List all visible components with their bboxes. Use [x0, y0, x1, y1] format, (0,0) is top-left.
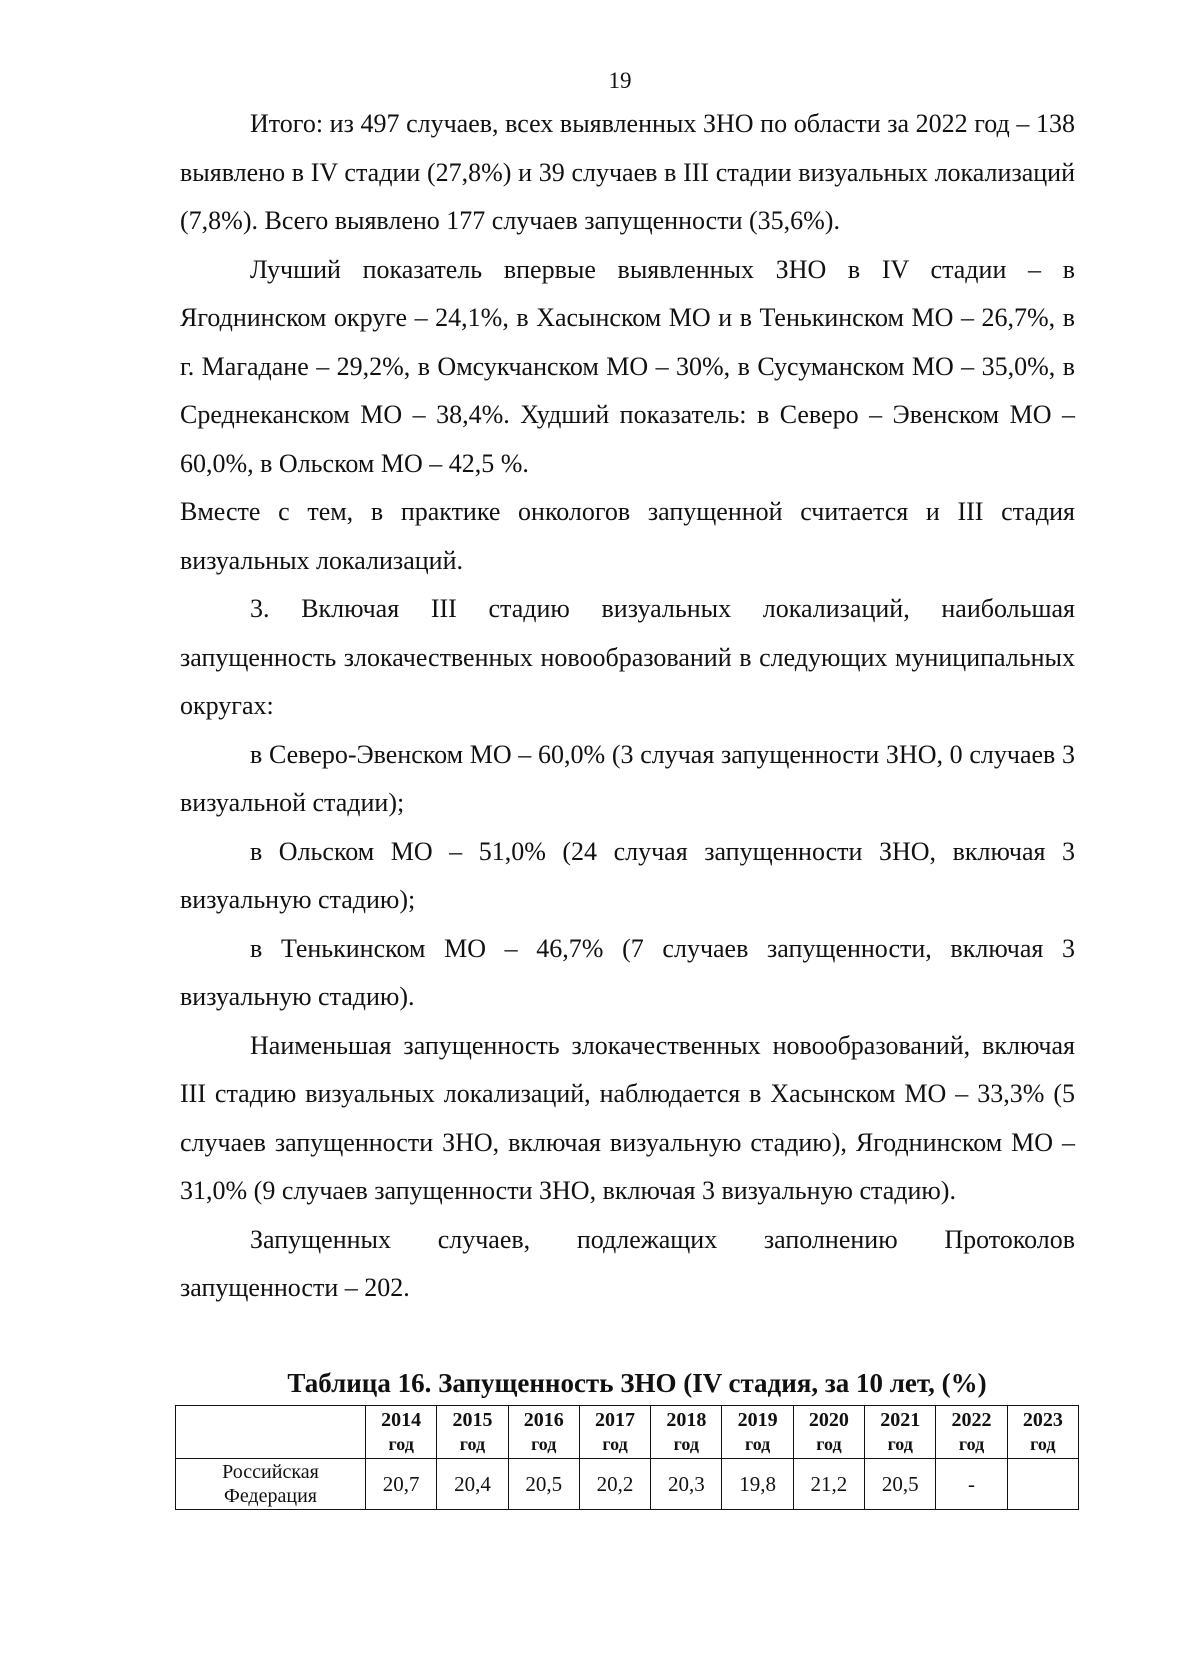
paragraph: в Тенькинском МО – 46,7% (7 случаев запущенности, включая 3 визуальную стадию). [180, 933, 1075, 1011]
body-text [180, 100, 1075, 1313]
year-label: 2015 [452, 1409, 493, 1431]
year-header-cell [1007, 1406, 1078, 1459]
year-unit-label: год [673, 1434, 699, 1454]
value-cell: 20,3 [651, 1459, 722, 1510]
value-cell: 19,8 [722, 1459, 793, 1510]
paragraph: Лучший показатель впервые выявленных ЗНО в IV стадии – в Ягоднинском округе – 24,1%, в Хасынском МО и в Тенькинском МО – 26,7%, в г. Магадане – 29,2%, в Омсукчанском МО – 30%, в Сусуманском МО – 35,0%, в Среднеканском МО – 38,4%. Худший показатель: в Северо – Эвенском МО – 60,0%, в Ольском МО – 42,5 %. [180, 254, 1075, 478]
region-cell: Российская Федерация [176, 1459, 366, 1510]
year-header-cell [936, 1406, 1007, 1459]
year-header-cell [579, 1406, 650, 1459]
year-label: 2016 [523, 1409, 564, 1431]
value-cell: - [936, 1459, 1007, 1510]
year-label: 2014 [381, 1409, 422, 1431]
year-header-cell [651, 1406, 722, 1459]
data-table [175, 1405, 1079, 1510]
year-label: 2018 [666, 1409, 707, 1431]
value-cell: 20,2 [579, 1459, 650, 1510]
year-label: 2017 [595, 1409, 636, 1431]
year-header-cell [722, 1406, 793, 1459]
page-number: 19 [608, 68, 632, 93]
value-cell: 20,7 [366, 1459, 437, 1510]
table-block [175, 1368, 1079, 1510]
paragraph: Наименьшая запущенность злокачественных новообразований, включая III стадию визуальных локализаций, наблюдается в Хасынском МО – 33,3% (5 случаев запущенности ЗНО, включая визуальную стадию), Ягоднинском МО – 31,0% (9 случаев запущенности ЗНО, включая 3 визуальную стадию). [180, 1030, 1075, 1205]
paragraph: Вместе с тем, в практике онкологов запущенной считается и III стадия визуальных локализаций. [180, 497, 1075, 575]
year-header-cell [793, 1406, 864, 1459]
year-label: 2020 [808, 1409, 849, 1431]
year-header-cell [508, 1406, 579, 1459]
paragraph: в Северо-Эвенском МО – 60,0% (3 случая запущенности ЗНО, 0 случаев 3 визуальной стадии); [180, 739, 1075, 817]
year-label: 2021 [880, 1409, 921, 1431]
year-unit-label: год [958, 1434, 985, 1454]
table-header-row [176, 1406, 1079, 1459]
paragraph: Итого: из 497 случаев, всех выявленных ЗНО по области за 2022 год – 138 выявлено в IV стадии (27,8%) и 39 случаев в III стадии визуальных локализаций (7,8%). Всего выявлено 177 случаев запущенности (35,6%). [180, 109, 1075, 235]
year-label: 2019 [737, 1409, 778, 1431]
value-cell: 21,2 [793, 1459, 864, 1510]
year-header-cell [437, 1406, 508, 1459]
value-cell: 20,5 [865, 1459, 936, 1510]
year-unit-label: год [459, 1434, 486, 1454]
paragraph: 3. Включая III стадию визуальных локализаций, наибольшая запущенность злокачественных новообразований в следующих муниципальных округах: [180, 594, 1075, 720]
table-title: Таблица 16. Запущенность ЗНО (IV стадия, за 10 лет, (%) [287, 1368, 987, 1398]
value-cell [1007, 1459, 1078, 1510]
year-unit-label: год [531, 1434, 557, 1454]
year-header-cell [865, 1406, 936, 1459]
year-unit-label: год [602, 1434, 628, 1454]
paragraph: в Ольском МО – 51,0% (24 случая запущенности ЗНО, включая 3 визуальную стадию); [180, 836, 1075, 914]
year-unit-label: год [744, 1434, 771, 1454]
table-body [176, 1459, 1079, 1510]
paragraph: Запущенных случаев, подлежащих заполнению Протоколов запущенности – 202. [180, 1224, 1075, 1302]
year-label: 2022 [951, 1409, 992, 1431]
year-unit-label: год [388, 1434, 414, 1454]
value-cell: 20,4 [437, 1459, 508, 1510]
year-unit-label: год [1030, 1434, 1056, 1454]
value-cell: 20,5 [508, 1459, 579, 1510]
table-corner-cell [176, 1406, 366, 1459]
year-unit-label: год [887, 1434, 913, 1454]
year-label: 2023 [1022, 1409, 1063, 1431]
table-row [176, 1459, 1079, 1510]
year-unit-label: год [816, 1434, 842, 1454]
year-header-cell [366, 1406, 437, 1459]
